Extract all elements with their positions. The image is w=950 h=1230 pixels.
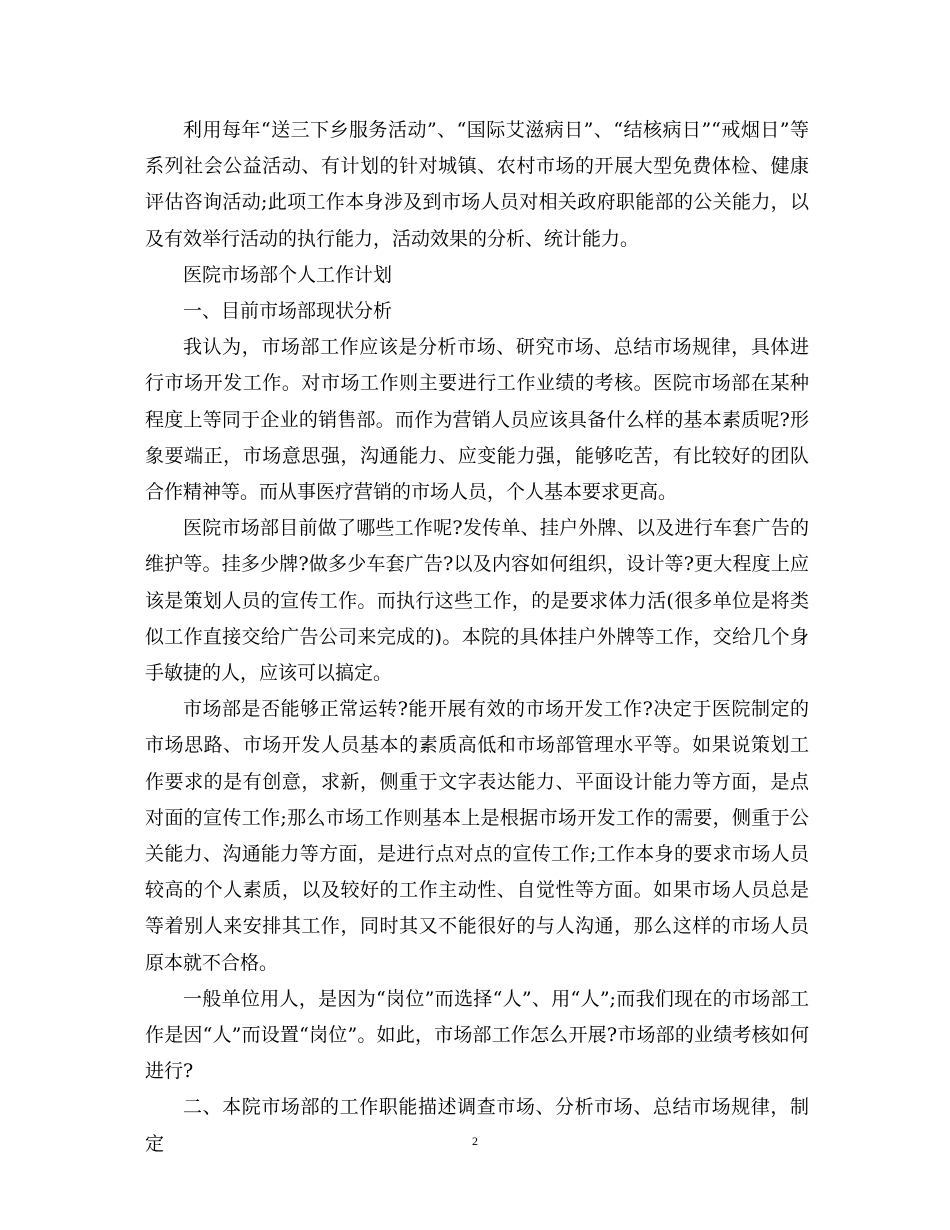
paragraph-current-work: 医院市场部目前做了哪些工作呢?发传单、挂户外牌、以及进行车套广告的维护等。挂多少牌?做多少车套广告?以及内容如何组织，设计等?更大程度上应该是策划人员的宣传工作。而执行这些工作，的是要求体力活(很多单位是将类似工作直接交给广告公司来完成的)。本院的具体挂户外牌等工作，交给几个身手敏捷的人，应该可以搞定。: [145, 517, 809, 685]
section-heading-job-functions: 二、本院市场部的工作职能描述调查市场、分析市场、总结市场规律，制定: [145, 1096, 809, 1155]
document-body: [145, 112, 809, 1162]
paragraph-plan-title: 医院市场部个人工作计划: [183, 263, 393, 286]
paragraph-operation: 市场部是否能够正常运转?能开展有效的市场开发工作?决定于医院制定的市场思路、市场开发人员基本的素质高低和市场部管理水平等。如果说策划工作要求的是有创意，求新，侧重于文字表达能力、平面设计能力等方面，是点对面的宣传工作;那么市场工作则基本上是根据市场开发工作的需要，侧重于公关能力、沟通能力等方面，是进行点对点的宣传工作;工作本身的要求市场人员较高的个人素质，以及较好的工作主动性、自觉性等方面。如果市场人员总是等着别人来安排其工作，同时其又不能很好的与人沟通，那么这样的市场人员原本就不合格。: [145, 698, 809, 974]
paragraph-staffing: 一般单位用人，是因为“岗位”而选择“人”、用“人”;而我们现在的市场部工作是因“人”而设置“岗位”。如此，市场部工作怎么开展?市场部的业绩考核如何进行?: [145, 987, 809, 1083]
page-number: 2: [472, 1134, 478, 1148]
paragraph-community-activities: 利用每年“送三下乡服务活动”、“国际艾滋病日”、“结核病日”“戒烟日”等系列社会公益活动、有计划的针对城镇、农村市场的开展大型免费体检、健康评估咨询活动;此项工作本身涉及到市场人员对相关政府职能部的公关能力，以及有效举行活动的执行能力，活动效果的分析、统计能力。: [145, 119, 809, 250]
section-heading-status-analysis: 一、目前市场部现状分析: [183, 300, 393, 323]
paragraph-market-dept-role: 我认为，市场部工作应该是分析市场、研究市场、总结市场规律，具体进行市场开发工作。对市场工作则主要进行工作业绩的考核。医院市场部在某种程度上等同于企业的销售部。而作为营销人员应该具备什么样的基本素质呢?形象要端正，市场意思强，沟通能力、应变能力强，能够吃苦，有比较好的团队合作精神等。而从事医疗营销的市场人员，个人基本要求更高。: [145, 336, 809, 504]
